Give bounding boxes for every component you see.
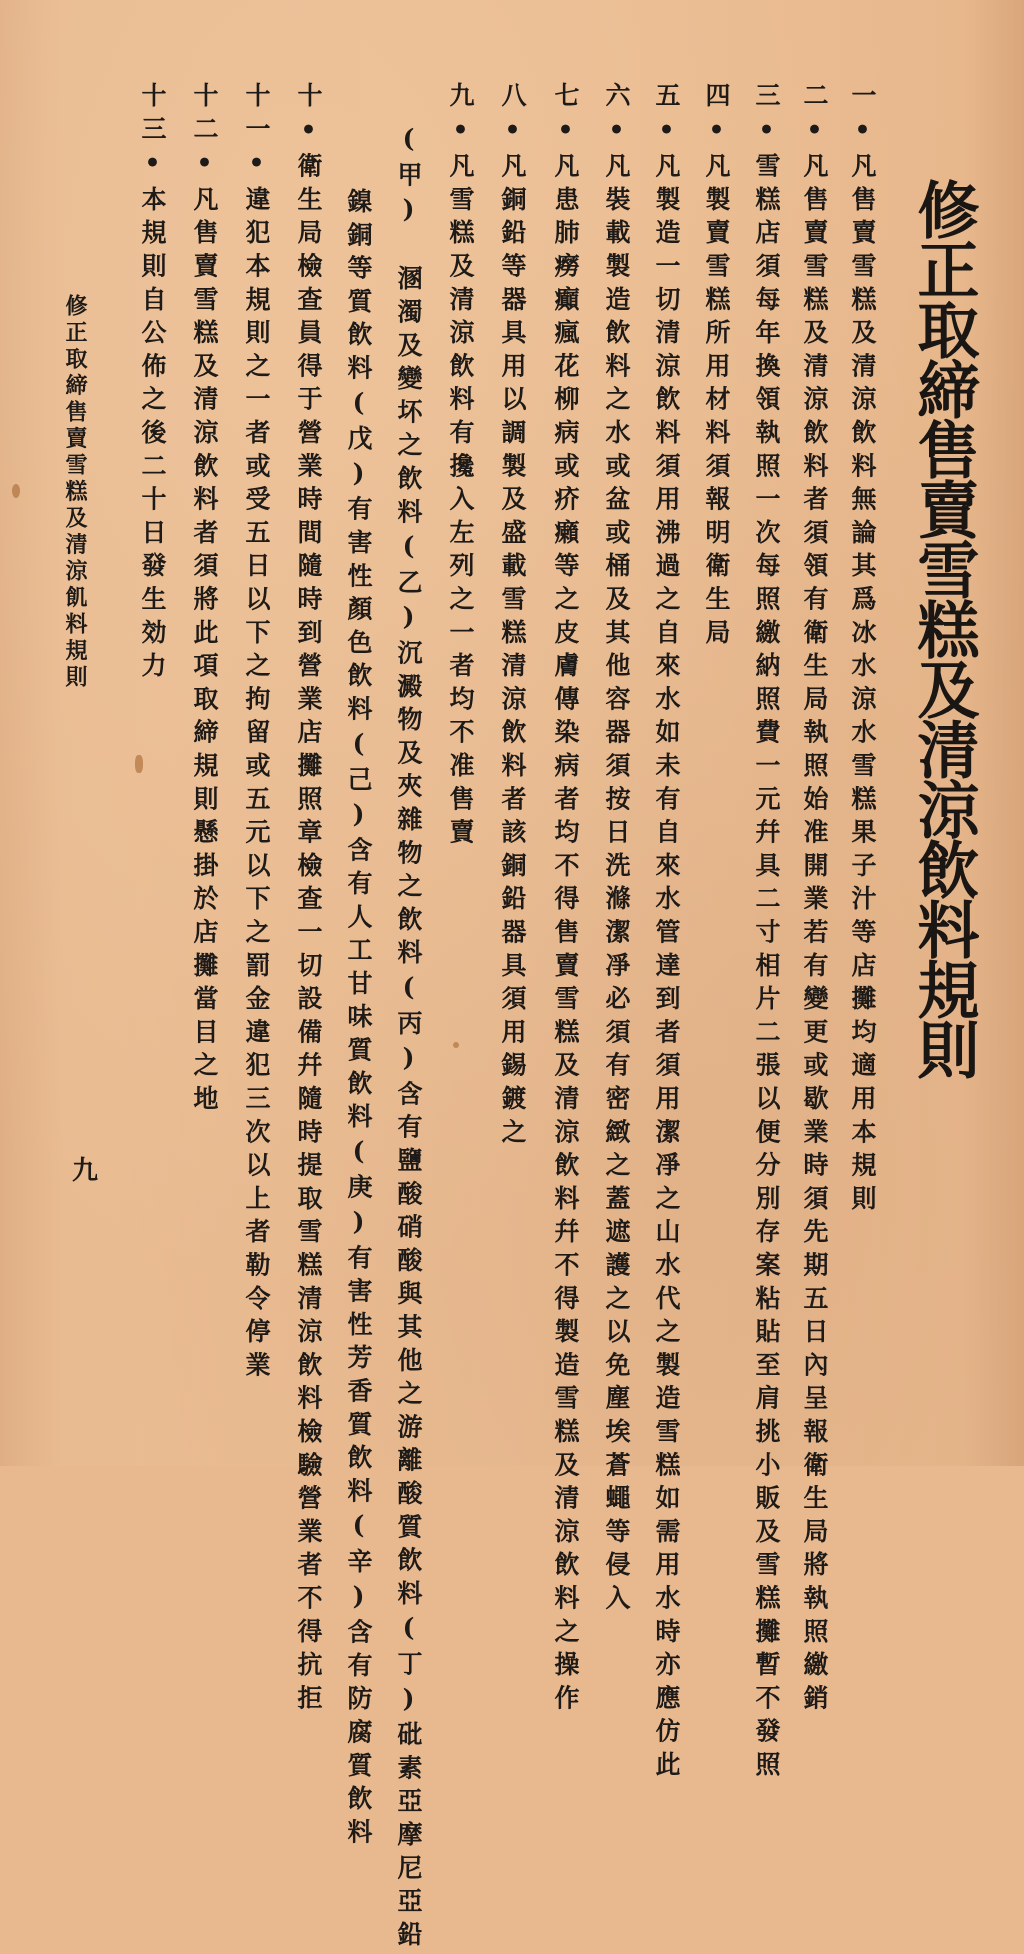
article-text: 雪糕店須每年換領執照一次每照繳納照費一元幷具二寸相片二張以便分別存案粘貼至肩挑小販及雪糕攤暫不發照 bbox=[752, 152, 781, 1785]
bullet-dot: • bbox=[702, 115, 731, 153]
article-6 bbox=[604, 82, 629, 1618]
bullet-dot: • bbox=[138, 148, 167, 186]
article-11 bbox=[244, 82, 269, 1385]
paper-stain bbox=[135, 755, 143, 773]
article-number: 三 bbox=[752, 82, 781, 116]
bullet-dot: • bbox=[446, 115, 475, 153]
article-number: 六 bbox=[602, 82, 631, 116]
bullet-dot: • bbox=[800, 115, 829, 153]
article-10 bbox=[296, 82, 321, 1718]
article-text: 凡售賣雪糕及清涼飲料無論其爲冰水涼水雪糕果子汁等店攤均適用本規則 bbox=[848, 152, 877, 1219]
article-number: 五 bbox=[652, 82, 681, 116]
bullet-dot: • bbox=[752, 115, 781, 153]
article-4 bbox=[704, 82, 729, 652]
article-number: 十一 bbox=[242, 82, 271, 149]
article-9-sublist-line-1: (甲) 溷濁及變坏之飲料(乙)沉澱物及夾雜物之飲料(丙)含有鹽酸硝酸與其他之游離酸質飲料(丁)砒素亞摩尼亞鉛 bbox=[394, 124, 423, 1954]
bullet-dot: • bbox=[190, 148, 219, 186]
article-text: 違犯本規則之一者或受五日以下之拘留或五元以下之罰金違犯三次以上者勒令停業 bbox=[242, 185, 271, 1385]
article-2 bbox=[802, 82, 827, 1718]
paper-stain bbox=[12, 484, 20, 498]
article-number: 十三 bbox=[138, 82, 167, 149]
article-text: 本規則自公佈之後二十日發生効力 bbox=[138, 185, 167, 686]
article-12 bbox=[192, 82, 217, 1118]
paper-stain bbox=[453, 1042, 459, 1048]
article-number: 九 bbox=[446, 82, 475, 116]
article-text: 衛生局檢查員得于營業時間隨時到營業店攤照章檢查一切設備幷隨時提取雪糕清涼飲料檢驗營業者不得抗拒 bbox=[294, 152, 323, 1718]
article-number: 四 bbox=[702, 82, 731, 116]
article-1 bbox=[850, 82, 875, 1218]
article-number: 一 bbox=[848, 82, 877, 116]
article-text: 凡製造一切清涼飲料須用沸過之自來水如未有自來水管達到者須用潔凈之山水代之製造雪糕如需用水時亦應仿此 bbox=[652, 152, 681, 1785]
bullet-dot: • bbox=[848, 115, 877, 153]
running-footer-title: 修正取締售賣雪糕及清涼飢料規則 bbox=[62, 294, 88, 692]
article-number: 十二 bbox=[190, 82, 219, 149]
article-text: 凡製賣雪糕所用材料須報明衛生局 bbox=[702, 152, 731, 653]
bullet-dot: • bbox=[294, 115, 323, 153]
article-text: 凡售賣雪糕及清涼飲料者須將此項取締規則懸掛於店攤當目之地 bbox=[190, 185, 219, 1119]
article-number: 八 bbox=[498, 82, 527, 116]
article-text: 凡裝載製造飲料之水或盆或桶及其他容器須按日洗滌潔凈必須有密緻之蓋遮護之以免塵埃蒼蠅等侵入 bbox=[602, 152, 631, 1618]
article-text: 凡售賣雪糕及清涼飲料者須領有衛生局執照始准開業若有變更或歇業時須先期五日內呈報衛生局將執照繳銷 bbox=[800, 152, 829, 1718]
bullet-dot: • bbox=[602, 115, 631, 153]
article-text: 凡雪糕及清涼飲料有攙入左列之一者均不准售賣 bbox=[446, 152, 475, 852]
article-9 bbox=[448, 82, 473, 852]
article-9-sublist-line-2: 鎳銅等質飲料(戊)有害性顏色飲料(己)含有人工甘味質飲料(庚)有害性芳香質飲料(辛)含有防腐質飲料 bbox=[344, 188, 373, 1852]
article-number: 二 bbox=[800, 82, 829, 116]
bullet-dot: • bbox=[242, 148, 271, 186]
page-title: 修正取締售賣雪糕及清涼飲料規則 bbox=[907, 178, 980, 1078]
article-3 bbox=[754, 82, 779, 1784]
article-number: 七 bbox=[551, 82, 580, 116]
article-text: 凡患肺癆癲瘋花柳病或疥癩等之皮膚傳染病者均不得售賣雪糕及清涼飲料幷不得製造雪糕及清涼飲料之操作 bbox=[551, 152, 580, 1718]
article-8 bbox=[500, 82, 525, 1152]
article-7 bbox=[553, 82, 578, 1718]
article-number: 十 bbox=[294, 82, 323, 116]
page-number: 九 bbox=[72, 1156, 99, 1186]
article-5 bbox=[654, 82, 679, 1784]
article-13 bbox=[140, 82, 165, 685]
article-text: 凡銅鉛等器具用以調製及盛載雪糕清涼飲料者該銅鉛器具須用錫鍍之 bbox=[498, 152, 527, 1152]
bullet-dot: • bbox=[652, 115, 681, 153]
bullet-dot: • bbox=[498, 115, 527, 153]
bullet-dot: • bbox=[551, 115, 580, 153]
